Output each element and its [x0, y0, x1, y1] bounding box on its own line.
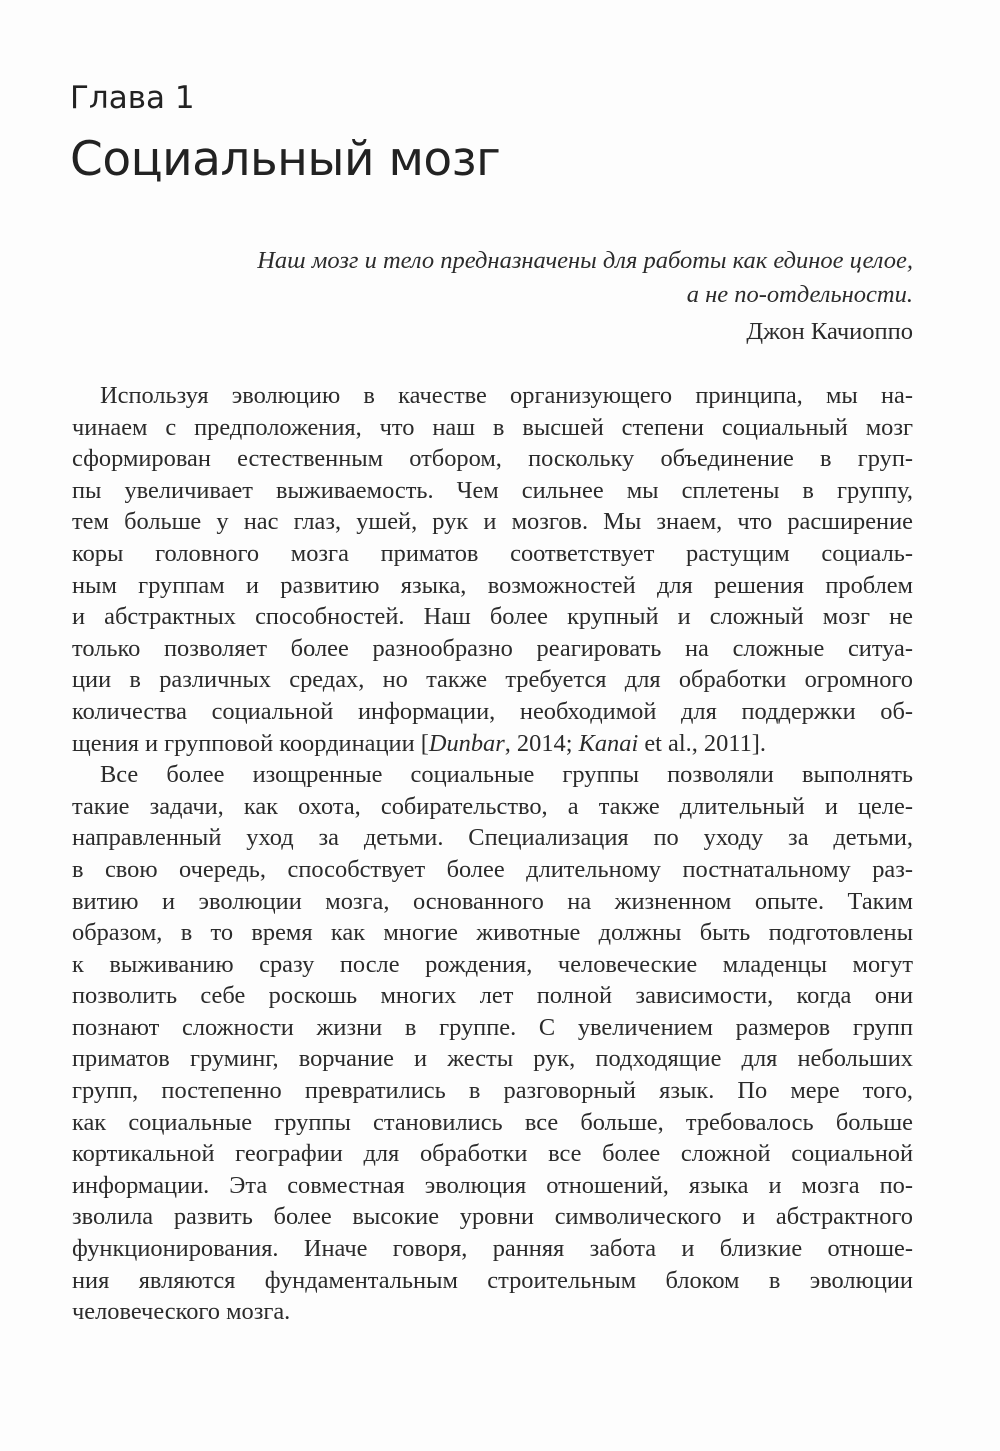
- text-line: ным группам и развитию языка, возможностей для решения проблем: [72, 571, 913, 599]
- chapter-label: Глава 1: [70, 80, 195, 116]
- text-line: зволила развить более высокие уровни символического и абстрактного: [72, 1203, 913, 1231]
- text-line: направленный уход за детьми. Специализация по уходу за детьми,: [72, 824, 913, 852]
- text-fragment: et al., 2011].: [638, 729, 767, 757]
- citation-author: Dunbar: [428, 729, 505, 757]
- epigraph: [153, 244, 913, 349]
- text-fragment: , 2014;: [504, 729, 579, 757]
- paragraph: [72, 380, 913, 759]
- text-line: ния являются фундаментальным строительным блоком в эволюции: [72, 1266, 913, 1294]
- text-line: витию и эволюции мозга, основанного на жизненном опыте. Таким: [72, 887, 913, 915]
- text-line: информации. Эта совместная эволюция отношений, языка и мозга по-: [72, 1171, 913, 1199]
- text-line: чинаем с предположения, что наш в высшей степени социальный мозг: [72, 413, 913, 441]
- text-line: человеческого мозга.: [72, 1298, 291, 1326]
- text-line: позволить себе роскошь многих лет полной зависимости, когда они: [72, 982, 913, 1010]
- text-line: как социальные группы становились все больше, требовалось больше: [72, 1108, 913, 1136]
- citation-author: Kanai: [578, 729, 639, 757]
- text-line: такие задачи, как охота, собирательство, а также длительный и целе-: [72, 792, 913, 820]
- text-line: Используя эволюцию в качестве организующего принципа, мы на-: [100, 382, 913, 409]
- epigraph-line: Наш мозг и тело предназначены для работы как единое целое,: [257, 247, 913, 274]
- text-line: сформирован естественным отбором, поскольку объединение в груп-: [72, 445, 913, 473]
- chapter-body: [72, 380, 913, 1328]
- text-line: ции в различных средах, но также требуется для обработки огромного: [72, 666, 913, 694]
- text-line-with-citations: [72, 728, 913, 760]
- text-line: функционирования. Иначе говоря, ранняя забота и близкие отноше-: [72, 1235, 913, 1263]
- text-line: тем больше у нас глаз, ушей, рук и мозгов. Мы знаем, что расширение: [72, 508, 913, 536]
- paragraph: [72, 759, 913, 1328]
- text-line: групп, постепенно превратились в разговорный язык. По мере того,: [72, 1077, 913, 1105]
- text-line: образом, в то время как многие животные должны быть подготовлены: [72, 919, 913, 947]
- text-line: коры головного мозга приматов соответствует растущим социаль-: [72, 539, 913, 567]
- text-line: только позволяет более разнообразно реагировать на сложные ситуа-: [72, 634, 913, 662]
- text-fragment: щения и групповой координации [: [72, 729, 429, 757]
- epigraph-author: Джон Качиоппо: [746, 318, 913, 345]
- text-line: в свою очередь, способствует более длительному постнатальному раз-: [72, 855, 913, 883]
- text-line: и абстрактных способностей. Наш более крупный и сложный мозг не: [72, 603, 913, 631]
- text-line: количества социальной информации, необходимой для поддержки об-: [72, 697, 913, 725]
- epigraph-line: а не по-отдельности.: [686, 281, 913, 308]
- text-line: Все более изощренные социальные группы позволяли выполнять: [100, 761, 913, 789]
- text-line: кортикальной географии для обработки все более сложной социальной: [72, 1140, 913, 1168]
- text-line: пы увеличивает выживаемость. Чем сильнее мы сплетены в группу,: [72, 476, 913, 504]
- text-line: приматов груминг, ворчание и жесты рук, подходящие для небольших: [72, 1045, 913, 1073]
- text-line: познают сложности жизни в группе. С увеличением размеров групп: [72, 1013, 913, 1041]
- text-line: к выживанию сразу после рождения, человеческие младенцы могут: [72, 950, 913, 978]
- chapter-title: Социальный мозг: [70, 132, 501, 187]
